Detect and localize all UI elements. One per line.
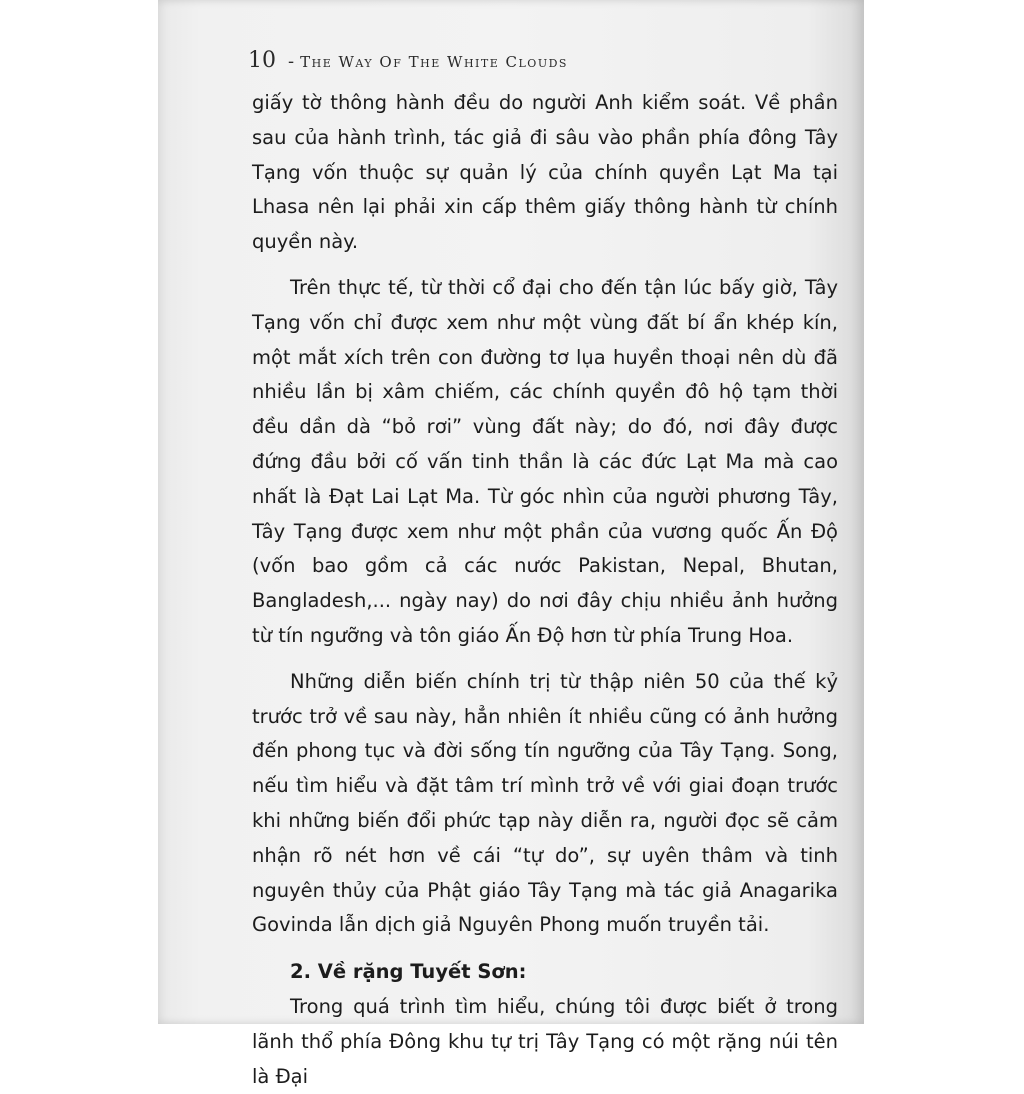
- header-separator: -: [288, 51, 295, 72]
- body-text: [252, 86, 838, 1094]
- running-title: The Way Of The White Clouds: [300, 53, 568, 71]
- section-heading: 2. Về rặng Tuyết Sơn:: [290, 960, 527, 984]
- book-page: [158, 0, 864, 1088]
- running-header: [248, 48, 568, 73]
- paragraph-tibet-history: Trên thực tế, từ thời cổ đại cho đến tận lúc bấy giờ, Tây Tạng vốn chỉ được xem như một vùng đất bí ẩn khép kín, một mắt xích trên con đường tơ lụa huyền thoại nên dù đã nhiều lần bị xâm chiếm, các chính quyền đô hộ tạm thời đều dần dà “bỏ rơi” vùng đất này; do đó, nơi đây được đứng đầu bởi cố vấn tinh thần là các đức Lạt Ma mà cao nhất là Đạt Lai Lạt Ma. Từ góc nhìn của người phương Tây, Tây Tạng được xem như một phần của vương quốc Ấn Độ (vốn bao gồm cả các nước Pakistan, Nepal, Bhutan, Bangladesh,... ngày nay) do nơi đây chịu nhiều ảnh hưởng từ tín ngưỡng và tôn giáo Ấn Độ hơn từ phía Trung Hoa.: [252, 275, 838, 647]
- paragraph-continued: giấy tờ thông hành đều do người Anh kiểm soát. Về phần sau của hành trình, tác giả đi sâu vào phần phía đông Tây Tạng vốn thuộc sự quản lý của chính quyền Lạt Ma tại Lhasa nên lại phải xin cấp thêm giấy thông hành từ chính quyền này.: [252, 91, 838, 254]
- page-number: 10: [248, 48, 276, 73]
- paragraph-section-intro: Trong quá trình tìm hiểu, chúng tôi được biết ở trong lãnh thổ phía Đông khu tự trị Tây Tạng có một rặng núi tên là Đại: [252, 994, 838, 1088]
- paragraph-political-changes: Những diễn biến chính trị từ thập niên 50 của thế kỷ trước trở về sau này, hẳn nhiên ít nhiều cũng có ảnh hưởng đến phong tục và đời sống tín ngưỡng của Tây Tạng. Song, nếu tìm hiểu và đặt tâm trí mình trở về với giai đoạn trước khi những biến đổi phức tạp này diễn ra, người đọc sẽ cảm nhận rõ nét hơn về cái “tự do”, sự uyên thâm và tinh nguyên thủy của Phật giáo Tây Tạng mà tác giả Anagarika Govinda lẫn dịch giả Nguyên Phong muốn truyền tải.: [252, 669, 838, 937]
